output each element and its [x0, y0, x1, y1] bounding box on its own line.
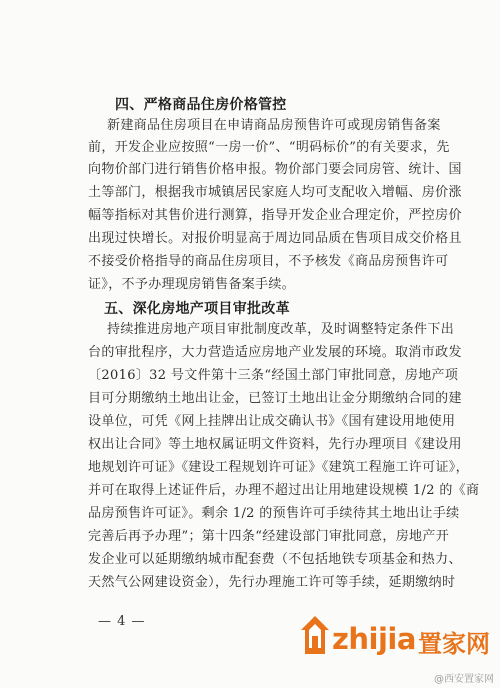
- watermark-brand: zhijia: [332, 622, 416, 656]
- section-4-line: 证》，不予办理现房销售备案手续。: [88, 277, 296, 292]
- section-4-line: 不接受价格指导的商品住房项目，不予核发《商品房预售许可: [88, 254, 449, 269]
- section-5-line: 天然气公网建设资金），先行办理施工许可等手续，延期缴纳时: [88, 575, 456, 590]
- section-5-line: 设单位，可凭《网上挂牌出让成交确认书》《国有建设用地使用: [88, 414, 456, 429]
- section-4-line: 新建商品住房项目在申请商品房预售许可或现房销售备案: [107, 118, 441, 133]
- section-5-line: 权出让合同》等土地权属证明文件资料，先行办理项目《建设用: [88, 437, 462, 452]
- section-4-heading: 四、严格商品住房价格管控: [115, 97, 287, 113]
- section-4-line: 幅等指标对其售价进行测算，指导开发企业合理定价，严控房价: [88, 208, 462, 223]
- section-5-line: 发企业可以延期缴纳城市配套费（不包括地铁专项基金和热力、: [88, 552, 462, 567]
- watermark-weibo-handle: @西安置家网: [434, 674, 494, 685]
- section-5-line: 地规划许可证》《建设工程规划许可证》《建筑工程施工许可证》，: [88, 460, 470, 475]
- section-5-line: 〔2016〕32 号文件第十三条“经国土部门审批同意，房地产项: [88, 368, 459, 383]
- section-4-line: 向物价部门进行销售价格申报。物价部门要会同房管、统计、国: [88, 162, 462, 177]
- house-logo-icon: [300, 614, 330, 658]
- section-5-line: 并可在取得上述证件后，办理不超过出让用地建设规模 1/2 的《商: [88, 483, 480, 498]
- section-5-heading: 五、深化房地产项目审批改革: [104, 301, 290, 317]
- section-5-line: 持续推进房地产项目审批制度改革，及时调整特定条件下出: [107, 322, 455, 337]
- watermark-brand-cn: 置家网: [418, 630, 490, 658]
- section-4-line: 土等部门，根据我市城镇居民家庭人均可支配收入增幅、房价涨: [88, 185, 462, 200]
- section-4-line: 出现过快增长。对报价明显高于周边同品质在售项目成交价格且: [88, 231, 462, 246]
- watermark: [300, 614, 500, 688]
- section-5-line: 台的审批程序，大力营造适应房地产业发展的环境。取消市政发: [88, 345, 462, 360]
- section-5-line: 完善后再予办理”；第十四条“经建设部门审批同意，房地产开: [88, 529, 450, 544]
- section-4-line: 前，开发企业应按照“一房一价”、“明码标价”的有关要求，先: [88, 140, 450, 155]
- section-5-line: 目可分期缴纳土地出让金，已签订土地出让金分期缴纳合同的建: [88, 391, 462, 406]
- section-5-line: 品房预售许可证》。剩余 1/2 的预售许可手续待其土地出让手续: [88, 506, 460, 521]
- page-number: — 4 —: [98, 614, 146, 629]
